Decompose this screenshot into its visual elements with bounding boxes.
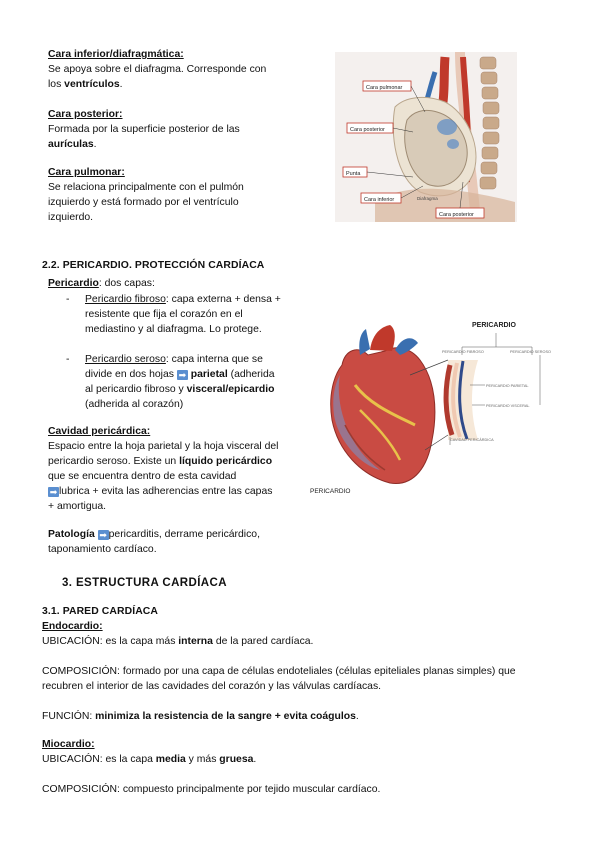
cavidad-block: Cavidad pericárdica: Espacio entre la hoja parietal y la hoja visceral del pericardio seroso. Existe un líquido pericárdico que se encuentra dentro de esta cavidad ➡ lubrica + evita las adherencias entre las capas + amortigua. [48, 424, 308, 514]
cavidad-title: Cavidad pericárdica: [48, 426, 151, 437]
section-3-1-title: 3.1. PARED CARDÍACA [42, 606, 159, 617]
endocardio-title: Endocardio: [42, 621, 103, 632]
arrow-icon: ➡ [99, 530, 107, 540]
pericardio-illustration [300, 315, 570, 500]
pericardio-list [48, 292, 318, 412]
label-pericardio-fibroso: PERICARDIO FIBROSO [442, 350, 484, 354]
miocardio-block: Miocardio: UBICACIÓN: es la capa media y más gruesa. COMPOSICIÓN: compuesto principalmente por tejido muscular cardíaco. [42, 737, 562, 797]
face-inferior-text: Se apoya sobre el diafragma. Corresponde con los ventrículos. [48, 64, 267, 90]
label-punta: Punta [346, 171, 361, 177]
label-pericardio-visceral: PERICARDIO VISCERAL [486, 404, 530, 408]
pericardio-block: Pericardio: dos capas: [48, 278, 155, 289]
heart-label: PERICARDIO [310, 488, 351, 495]
heart-faces-figure [335, 52, 517, 222]
label-cara-posterior-2: Cara posterior [439, 212, 474, 218]
face-pulmonar [48, 165, 318, 225]
miocardio-title: Miocardio: [42, 739, 95, 750]
face-inferior-title: Cara inferior/diafragmática: [48, 49, 184, 60]
section-3-title: 3. ESTRUCTURA CARDÍACA [62, 577, 227, 589]
heart-faces-illustration [335, 52, 517, 222]
arrow-icon: ➡ [178, 370, 187, 380]
pericardio-diagram-title: PERICARDIO [472, 322, 516, 329]
label-diafragma: Diafragma [417, 196, 438, 201]
label-cavidad-pericardica: CAVIDAD PERICÁRDICA [450, 438, 494, 442]
arrow-icon: ➡ [49, 487, 58, 497]
face-posterior-title: Cara posterior: [48, 109, 123, 120]
list-item-seroso: - Pericardio seroso: capa interna que se divide en dos hojas ➡ parietal (adherida al pericardio fibroso y visceral/epicardio (adherida al corazón) [48, 352, 318, 412]
patologia-block: Patología ➡ pericarditis, derrame pericárdico, taponamiento cardíaco. [48, 529, 260, 555]
label-cara-pulmonar: Cara pulmonar [366, 85, 403, 91]
face-pulmonar-title: Cara pulmonar: [48, 167, 125, 178]
section-2-2-title: 2.2. PERICARDIO. PROTECCIÓN CARDÍACA [42, 260, 265, 271]
label-pericardio-parietal: PERICARDIO PARIETAL [486, 384, 529, 388]
face-posterior [48, 107, 318, 152]
label-cara-posterior-1: Cara posterior [350, 127, 385, 133]
endocardio-block: Endocardio: UBICACIÓN: es la capa más interna de la pared cardíaca. COMPOSICIÓN: formado por una capa de células endoteliales (células epiteliales planas simples) que recubren el interior de las cavidades del corazón y las válvulas cardíacas. FUNCIÓN: minimiza la resistencia de la sangre + evita coágulos. [42, 619, 562, 724]
face-pulmonar-text: Se relaciona principalmente con el pulmón izquierdo y está formado por el ventrículo izquierdo. [48, 182, 244, 223]
face-inferior [48, 47, 318, 92]
label-pericardio-seroso: PERICARDIO SEROSO [510, 350, 551, 354]
pericardio-figure [300, 315, 570, 500]
pericardio-label: Pericardio [48, 278, 99, 289]
list-item-fibroso: - Pericardio fibroso: capa externa + densa + resistente que fija el corazón en el mediastino y al diafragma. Lo protege. [48, 292, 318, 337]
label-cara-inferior: Cara inferior [364, 197, 395, 203]
face-posterior-text: Formada por la superficie posterior de las aurículas. [48, 124, 240, 150]
